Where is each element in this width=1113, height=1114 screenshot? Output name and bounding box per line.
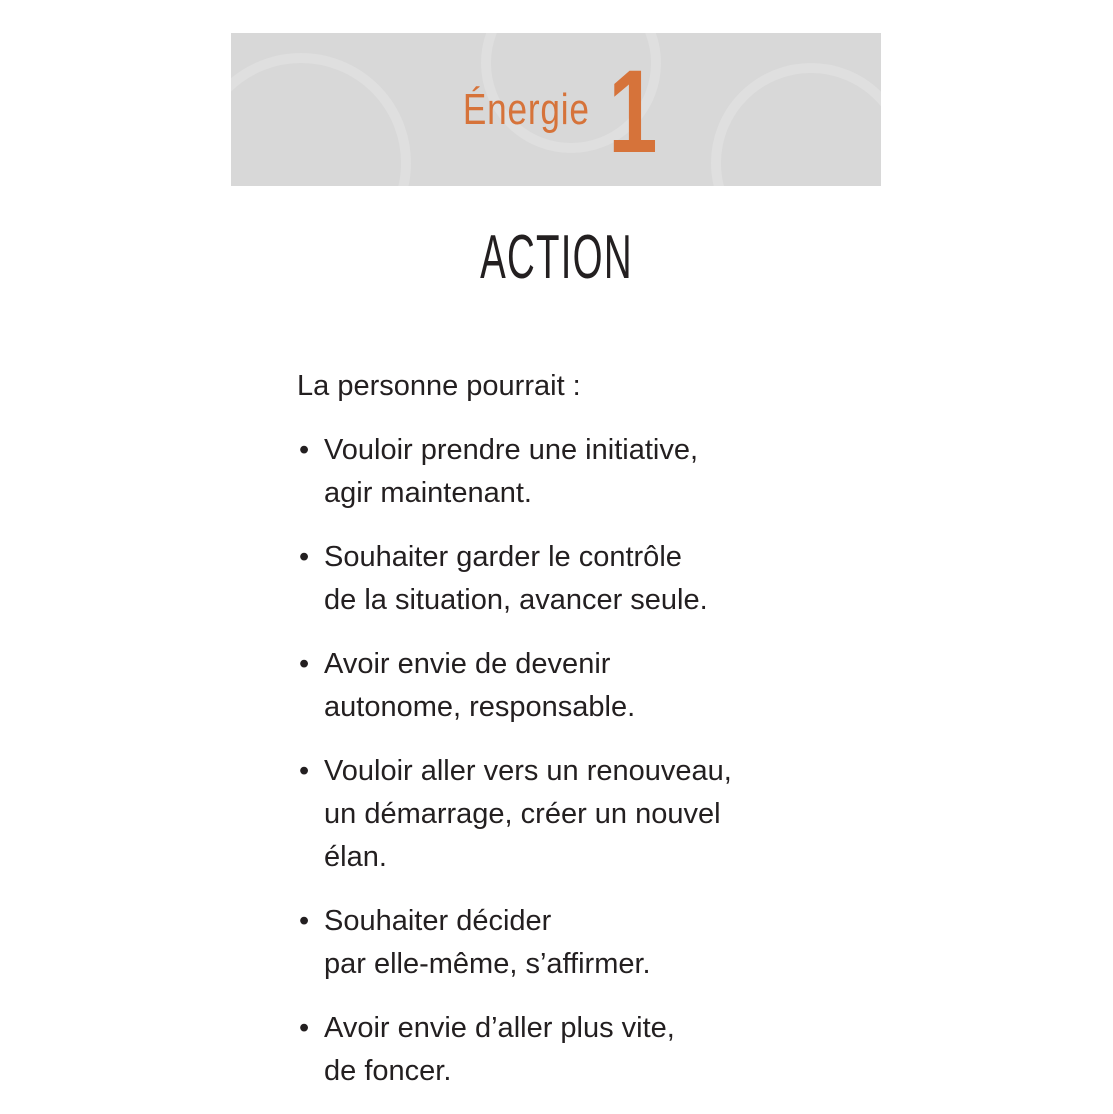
list-item-line: un démarrage, créer un nouvel bbox=[324, 798, 721, 830]
bullet-icon: • bbox=[299, 648, 310, 680]
energy-number: 1 bbox=[607, 45, 657, 178]
list-item-line: de foncer. bbox=[324, 1055, 452, 1087]
bullet-icon: • bbox=[299, 541, 310, 573]
energy-label: Énergie bbox=[462, 84, 590, 134]
list-item bbox=[297, 536, 732, 622]
list-item-line: agir maintenant. bbox=[324, 477, 532, 509]
card-title: ACTION bbox=[480, 223, 633, 292]
intro-text: La personne pourrait : bbox=[297, 370, 581, 402]
list-item-line: Vouloir prendre une initiative, bbox=[324, 434, 699, 466]
list-item-line: de la situation, avancer seule. bbox=[324, 584, 708, 616]
list-item bbox=[297, 429, 732, 515]
list-item-line: Souhaiter garder le contrôle bbox=[324, 541, 682, 573]
list-item-line: Avoir envie de devenir bbox=[324, 648, 611, 680]
list-item-line: Avoir envie d’aller plus vite, bbox=[324, 1012, 675, 1044]
list-item-line: autonome, responsable. bbox=[324, 691, 636, 723]
list-item-line: par elle-même, s’affirmer. bbox=[324, 948, 651, 980]
list-item-line: élan. bbox=[324, 841, 387, 873]
list-item-line: Souhaiter décider bbox=[324, 905, 552, 937]
list-item bbox=[297, 900, 732, 986]
header-banner bbox=[231, 33, 881, 186]
bullet-icon: • bbox=[299, 434, 310, 466]
list-item bbox=[297, 750, 732, 879]
list-item-line: Vouloir aller vers un renouveau, bbox=[324, 755, 732, 787]
list-item bbox=[297, 1007, 732, 1093]
bullet-list bbox=[297, 429, 732, 1093]
bullet-icon: • bbox=[299, 905, 310, 937]
bullet-icon: • bbox=[299, 755, 310, 787]
bullet-icon: • bbox=[299, 1012, 310, 1044]
card-content bbox=[297, 365, 732, 1114]
list-item bbox=[297, 643, 732, 729]
